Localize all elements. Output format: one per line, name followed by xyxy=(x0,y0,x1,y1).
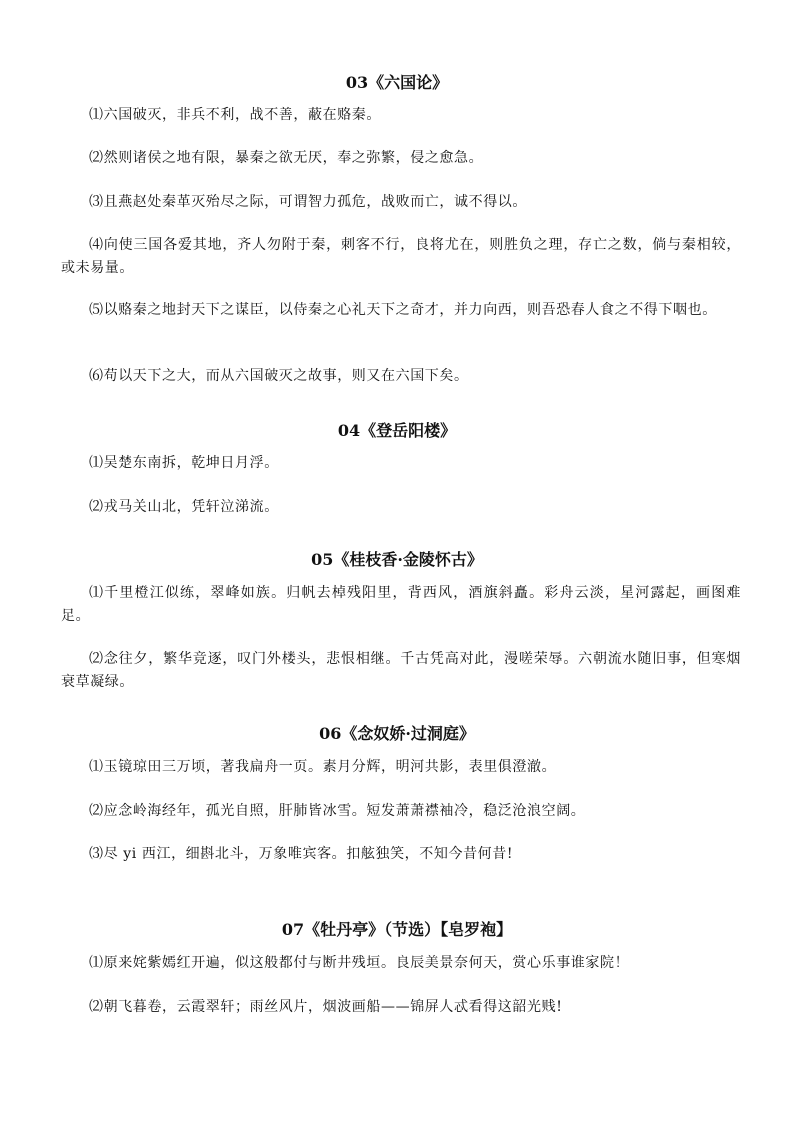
section-title-03: 03《六国论》 xyxy=(345,73,449,92)
section-03-line-6: ⑹苟以天下之大，而从六国破灭之故事，则又在六国下矣。 xyxy=(89,368,469,384)
section-03-line-1: ⑴六国破灭，非兵不利，战不善，蔽在赂秦。 xyxy=(89,107,381,123)
section-05-line-1: ⑴千里橙江似练，翠峰如族。归帆去棹残阳里，背西风，酒旗斜矗。彩舟云淡，星河露起，画图难足。 xyxy=(61,585,741,624)
section-04-line-2: ⑵戎马关山北，凭轩泣涕流。 xyxy=(89,499,279,515)
section-04-line-1: ⑴吴楚东南拆，乾坤日月浮。 xyxy=(89,455,279,471)
section-07-line-1: ⑴原来姹紫嫣红开遍，似这般都付与断井残垣。良辰美景奈何天，赏心乐事谁家院！ xyxy=(89,955,630,971)
section-title-06: 06《念奴娇·过洞庭》 xyxy=(319,724,475,743)
section-06-line-2: ⑵应念岭海经年，孤光自照，肝肺皆冰雪。短发萧萧襟袖冷，稳泛沧浪空阔。 xyxy=(89,803,586,819)
section-06-line-3: ⑶尽 yi 西江，细斟北斗，万象唯宾客。扣舷独笑，不知今昔何昔! xyxy=(89,846,514,862)
section-title-04: 04《登岳阳楼》 xyxy=(337,421,457,440)
section-05-line-2: ⑵念往夕，繁华竞逐，叹门外楼头，悲恨相继。千古凭高对此，漫嗟荣辱。六朝流水随旧事，但寒烟衰草凝绿。 xyxy=(61,651,741,690)
section-title-05: 05《桂枝香·金陵怀古》 xyxy=(311,550,483,569)
section-03-line-3: ⑶且燕赵处秦革灭殆尽之际，可谓智力孤危，战败而亡，诚不得以。 xyxy=(89,194,527,210)
section-06-line-1: ⑴玉镜琼田三万顷，著我扁舟一页。素月分辉，明河共影，表里俱澄澈。 xyxy=(89,759,557,775)
section-03-line-5: ⑸以赂秦之地封天下之谋臣，以侍秦之心礼天下之奇才，并力向西，则吾恐春人食之不得下咽也。 xyxy=(89,302,717,318)
section-03-line-4: ⑷向使三国各爱其地，齐人勿附于秦，刺客不行，良将尤在，则胜负之理，存亡之数，倘与秦相较，或未易量。 xyxy=(61,237,741,276)
section-07-line-2: ⑵朝飞暮卷，云霞翠轩；雨丝风片，烟波画船——锦屏人忒看得这韶光贱! xyxy=(89,999,563,1015)
section-title-07: 07《牡丹亭》（节选）【皂罗袍】 xyxy=(281,920,513,939)
section-03-line-2: ⑵然则诸侯之地有限，暴秦之欲无厌，奉之弥繁，侵之愈急。 xyxy=(89,150,484,166)
